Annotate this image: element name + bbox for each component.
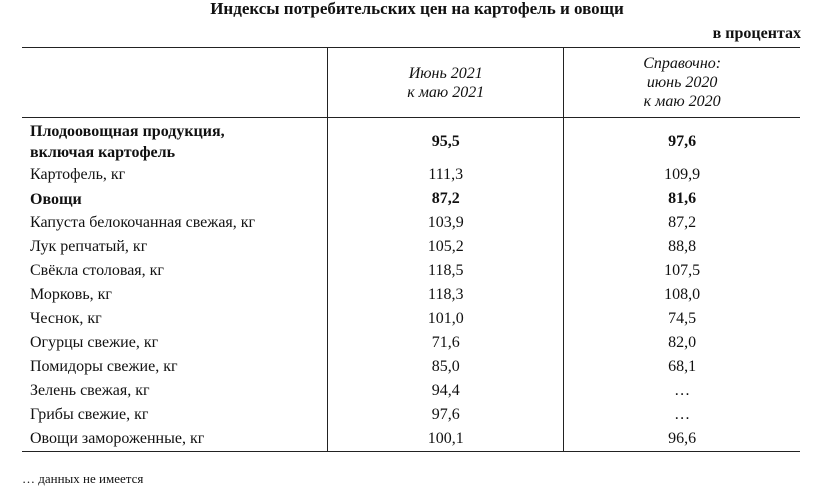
header-name-cell [22, 48, 328, 118]
header-line: июнь 2020 [646, 74, 718, 91]
header-line: Июнь 2021 [408, 64, 483, 82]
value-june-2021: 87,2 [328, 187, 564, 211]
value-june-2020: 108,0 [564, 283, 800, 307]
footnote: … данных не имеется [22, 471, 144, 486]
table-row [22, 259, 800, 283]
units-label: в процентах [712, 25, 801, 42]
row-name: Зелень свежая, кг [30, 382, 150, 399]
header-line: Справочно: [643, 55, 722, 72]
header-line: к маю 2020 [643, 93, 721, 110]
row-name-cell [22, 118, 328, 164]
value-june-2021: 95,5 [328, 118, 564, 164]
row-name-cell [22, 283, 328, 307]
row-name-cell [22, 403, 328, 427]
row-name: Грибы свежие, кг [30, 406, 149, 423]
table-row [22, 307, 800, 331]
price-index-table [22, 47, 800, 452]
row-name: Огурцы свежие, кг [30, 334, 159, 351]
row-name: Чеснок, кг [30, 310, 102, 327]
header-june-2020-reference [564, 48, 800, 118]
row-name: Овощи замороженные, кг [30, 430, 205, 447]
table-row [22, 235, 800, 259]
row-name-cell [22, 187, 328, 211]
value-june-2021: 111,3 [328, 163, 564, 187]
value-june-2021: 118,5 [328, 259, 564, 283]
row-name-cell [22, 163, 328, 187]
table-row [22, 118, 800, 164]
table-row [22, 331, 800, 355]
row-name-cell [22, 379, 328, 403]
table-row [22, 379, 800, 403]
row-name: включая картофель [30, 144, 176, 161]
row-name-cell [22, 307, 328, 331]
value-june-2021: 94,4 [328, 379, 564, 403]
value-june-2020: 82,0 [564, 331, 800, 355]
value-june-2020: 81,6 [564, 187, 800, 211]
row-name: Картофель, кг [30, 166, 126, 183]
value-june-2021: 101,0 [328, 307, 564, 331]
row-name-cell [22, 331, 328, 355]
table-title: Индексы потребительских цен на картофель и овощи [210, 0, 624, 18]
header-line: к маю 2021 [407, 83, 485, 101]
value-june-2021: 97,6 [328, 403, 564, 427]
row-name-cell [22, 355, 328, 379]
row-name: Капуста белокочанная свежая, кг [30, 214, 256, 231]
value-june-2021: 118,3 [328, 283, 564, 307]
row-name: Овощи [30, 190, 82, 208]
table-row [22, 283, 800, 307]
value-june-2021: 71,6 [328, 331, 564, 355]
row-name: Плодоовощная продукция, [30, 123, 225, 140]
table-row [22, 163, 800, 187]
table-row [22, 403, 800, 427]
value-june-2020: 88,8 [564, 235, 800, 259]
value-june-2021: 85,0 [328, 355, 564, 379]
header-june-2021 [328, 48, 564, 118]
row-name-cell [22, 259, 328, 283]
value-june-2021: 100,1 [328, 427, 564, 452]
value-june-2020: 109,9 [564, 163, 800, 187]
row-name: Морковь, кг [30, 286, 112, 303]
row-name-cell [22, 211, 328, 235]
value-june-2020: 96,6 [564, 427, 800, 452]
table-row [22, 355, 800, 379]
value-june-2021: 103,9 [328, 211, 564, 235]
value-june-2020: 68,1 [564, 355, 800, 379]
value-june-2020: 107,5 [564, 259, 800, 283]
table-row [22, 211, 800, 235]
table-row [22, 187, 800, 211]
table-header-row [22, 48, 800, 118]
value-june-2020: … [564, 379, 800, 403]
value-june-2020: 87,2 [564, 211, 800, 235]
value-june-2020: 74,5 [564, 307, 800, 331]
value-june-2020: 97,6 [564, 118, 800, 164]
value-june-2021: 105,2 [328, 235, 564, 259]
value-june-2020: … [564, 403, 800, 427]
row-name-cell [22, 427, 328, 452]
table-row [22, 427, 800, 452]
row-name: Лук репчатый, кг [30, 238, 148, 255]
row-name: Помидоры свежие, кг [30, 358, 178, 375]
row-name-cell [22, 235, 328, 259]
row-name: Свёкла столовая, кг [30, 262, 164, 279]
